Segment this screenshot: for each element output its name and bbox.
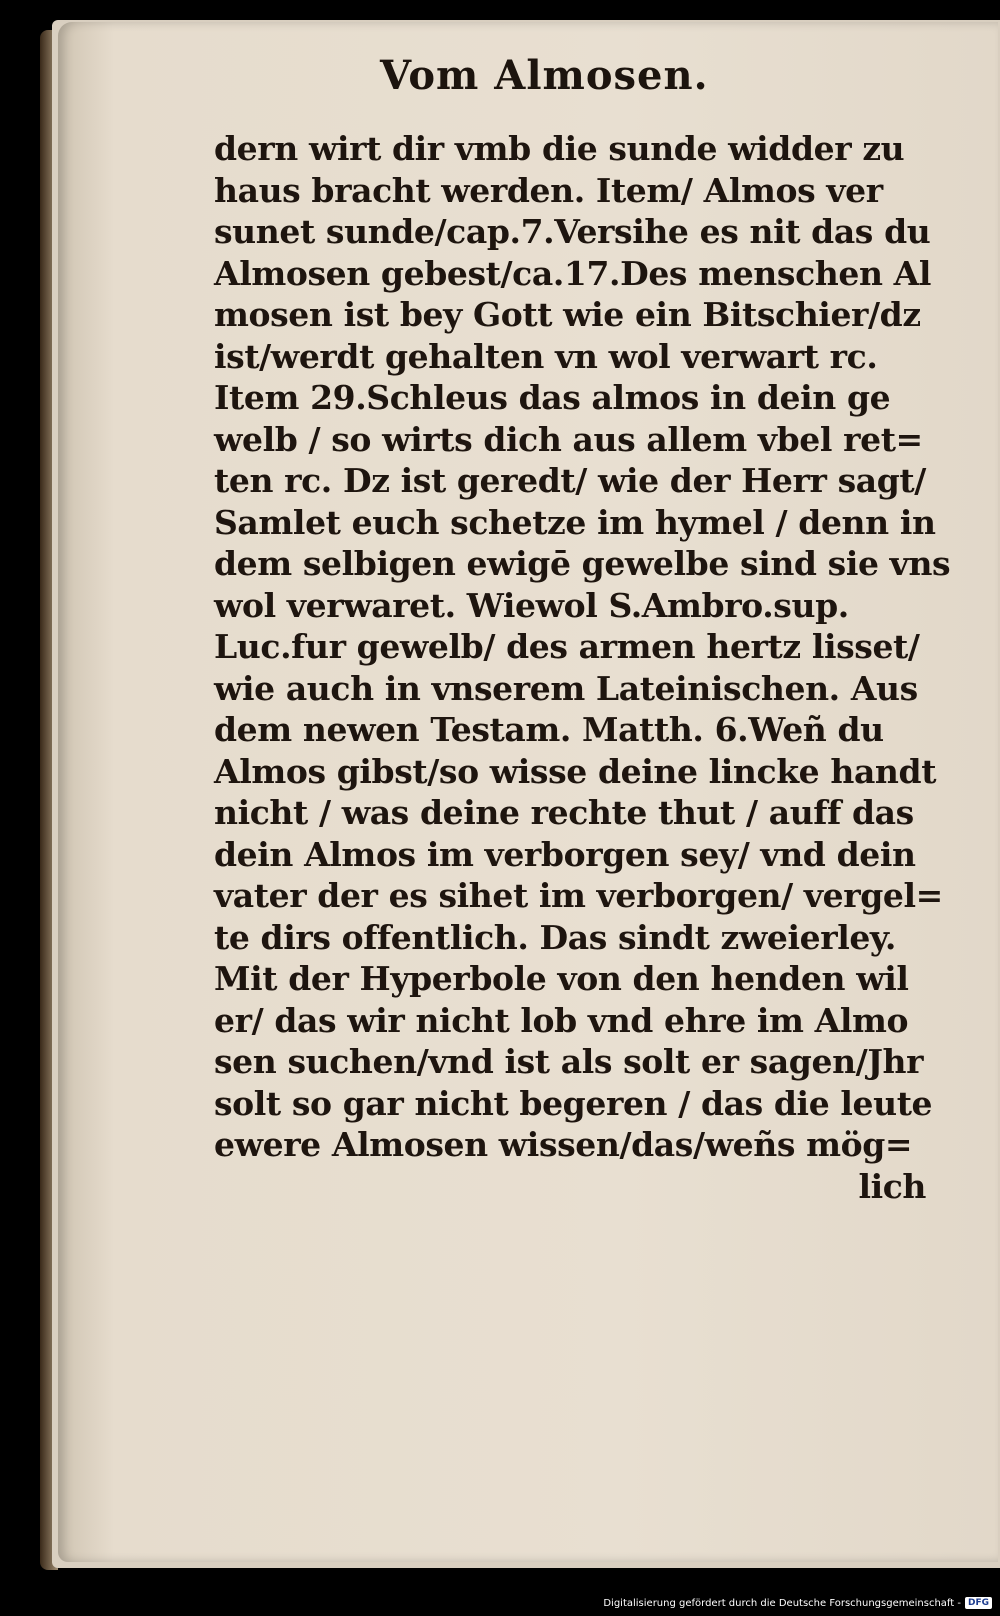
text-line: Item 29.Schleus das almos in dein ge [214,378,891,417]
text-line: dem newen Testam. Matth. 6.Weñ du [214,710,884,749]
text-line: haus bracht werden. Item/ Almos ver [214,170,883,210]
text-line: mosen ist bey Gott wie ein Bitschier/dz [214,295,921,334]
text-line: Luc.fur gewelb/ des armen hertz lisset/ [214,627,920,666]
text-line: welb / so wirts dich aus allem vbel ret= [214,419,923,459]
text-line: te dirs offentlich. Das sindt zweierley. [214,917,897,957]
text-line: Samlet euch schetze im hymel / denn in [214,502,936,542]
text-line: vater der es sihet im verborgen/ vergel= [214,876,943,915]
body-text [214,128,951,1207]
text-line: nicht / was deine rechte thut / auff das [214,793,914,832]
text-line: Almosen gebest/ca.17.Des menschen Al [214,253,931,293]
text-line: er/ das wir nicht lob vnd ehre im Almo [214,1000,909,1040]
text-line: Almos gibst/so wisse deine lincke handt [214,751,937,791]
text-line: wie auch in vnserem Lateinischen. Aus [214,668,918,708]
dfg-logo: DFG [965,1597,992,1609]
text-line: solt so gar nicht begeren / das die leute [214,1083,933,1123]
text-line: dem selbigen ewigē gewelbe sind sie vns [214,544,951,583]
text-line: ten rc. Dz ist geredt/ wie der Herr sagt/ [214,461,926,500]
digitization-footer [603,1594,992,1612]
text-line: lich [858,1166,926,1206]
text-line: Mit der Hyperbole von den henden wil [214,959,909,998]
footer-credit: Digitalisierung gefördert durch die Deutsche Forschungsgemeinschaft - [603,1597,961,1609]
text-line: wol verwaret. Wiewol S.Ambro.sup. [214,585,849,625]
text-line: ist/werdt gehalten vn wol verwart rc. [214,336,878,376]
text-line: dern wirt dir vmb die sunde widder zu [214,129,905,168]
text-line: dein Almos im verborgen sey/ vnd dein [214,834,916,874]
running-head: Vom Almosen. [380,52,709,99]
text-line: ewere Almosen wissen/das/weñs mög= [214,1125,913,1164]
text-line: sunet sunde/cap.7.Versihe es nit das du [214,212,931,251]
text-line: sen suchen/vnd ist als solt er sagen/Jhr [214,1042,924,1081]
